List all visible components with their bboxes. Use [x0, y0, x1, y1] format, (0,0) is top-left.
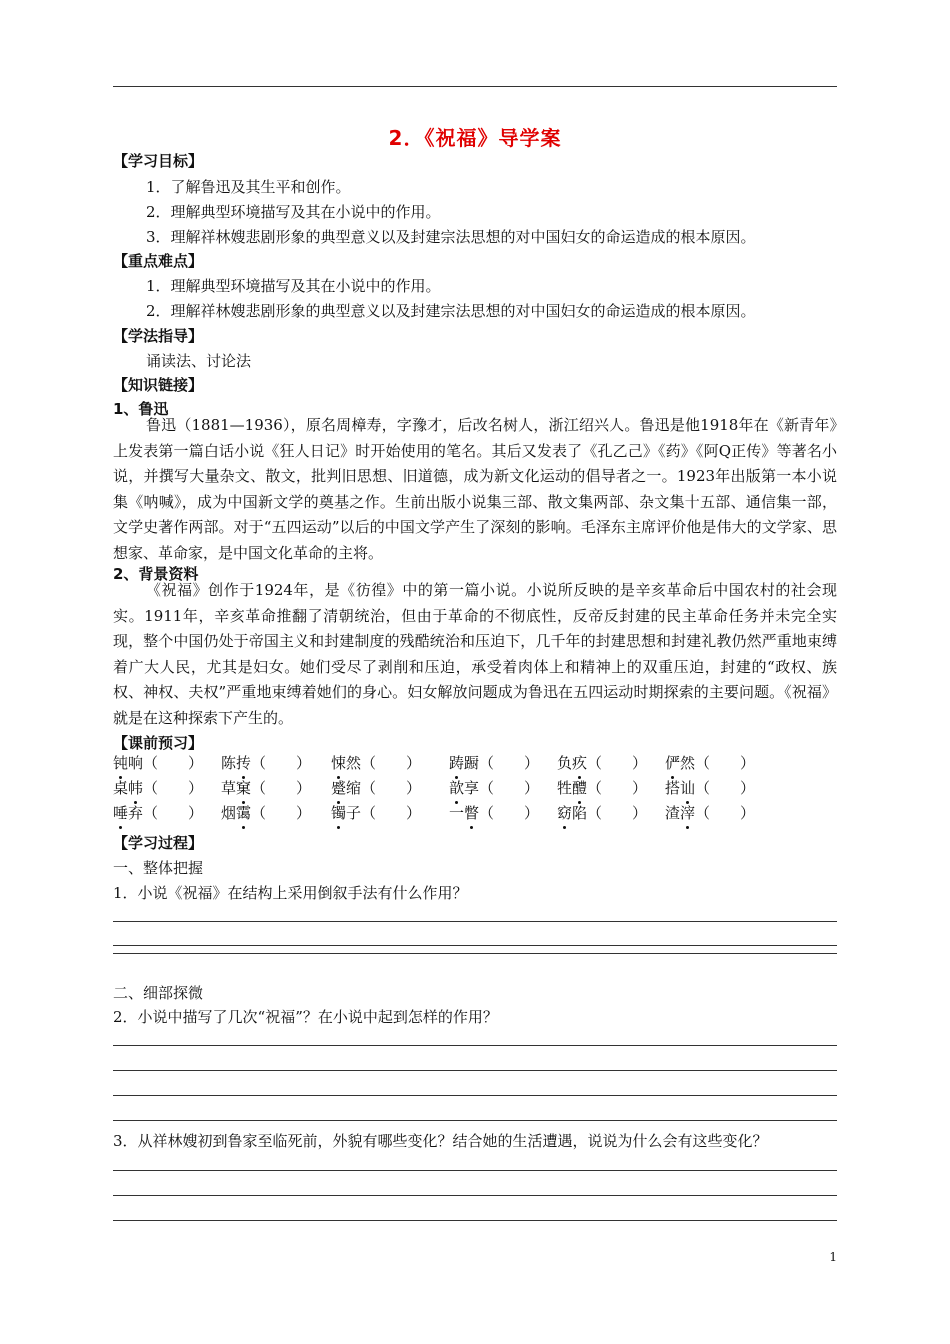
vocab-item[interactable] — [665, 777, 755, 798]
knowledge-heading: 【知识链接】 — [113, 376, 204, 394]
answer-line[interactable] — [113, 1045, 837, 1046]
vocab-blank[interactable]: （ ） — [479, 804, 540, 822]
vocab-dotted-char: 钝 — [113, 754, 129, 772]
vocab-blank[interactable]: （ ） — [251, 804, 312, 822]
vocab-blank[interactable]: （ ） — [143, 804, 204, 822]
goal-item: 3．理解祥林嫂悲剧形象的典型意义以及封建宗法思想的对中国妇女的命运造成的根本原因。 — [146, 228, 756, 246]
goal-item: 2．理解典型环境描写及其在小说中的作用。 — [146, 203, 441, 221]
vocab-item[interactable] — [113, 802, 203, 823]
vocab-dotted-char: 讪 — [680, 779, 696, 797]
vocab-dotted-char: 霭 — [236, 804, 252, 822]
vocab-item[interactable] — [221, 802, 311, 823]
vocab-dotted-char: 滓 — [680, 804, 696, 822]
header-rule — [113, 86, 837, 87]
process-heading: 【学习过程】 — [113, 834, 204, 852]
question-2: 2．小说中描写了几次“祝福”？在小说中起到怎样的作用？ — [113, 1008, 498, 1026]
vocab-item[interactable] — [449, 777, 539, 798]
vocab-dotted-char: 俨 — [665, 754, 681, 772]
vocab-dotted-char: 抟 — [236, 754, 252, 772]
goals-heading: 【学习目标】 — [113, 152, 204, 170]
vocab-char: 负 — [557, 754, 573, 772]
vocab-item[interactable] — [221, 777, 311, 798]
goal-item: 1．了解鲁迅及其生平和创作。 — [146, 178, 351, 196]
key-point-item: 2．理解祥林嫂悲剧形象的典型意义以及封建宗法思想的对中国妇女的命运造成的根本原因。 — [146, 302, 756, 320]
vocab-item[interactable] — [665, 752, 755, 773]
answer-line[interactable] — [113, 1170, 837, 1171]
vocab-grid — [113, 752, 837, 827]
vocab-dotted-char: 瞥 — [464, 804, 480, 822]
knowledge-sub-title-background: 2、背景资料 — [113, 565, 199, 583]
vocab-blank[interactable]: （ ） — [251, 779, 312, 797]
key-points-heading: 【重点难点】 — [113, 252, 204, 270]
vocab-blank[interactable]: （ ） — [479, 779, 540, 797]
vocab-dotted-char: 悚 — [331, 754, 347, 772]
question-1: 1．小说《祝福》在结构上采用倒叙手法有什么作用？ — [113, 884, 468, 902]
vocab-blank[interactable]: （ ） — [587, 779, 648, 797]
vocab-blank[interactable]: （ ） — [695, 804, 756, 822]
vocab-item[interactable] — [331, 752, 421, 773]
page-number: 1 — [829, 1250, 837, 1264]
vocab-char: 响 — [128, 754, 144, 772]
vocab-item[interactable] — [665, 802, 755, 823]
preview-heading: 【课前预习】 — [113, 734, 204, 752]
vocab-dotted-char: 帏 — [128, 779, 144, 797]
vocab-item[interactable] — [449, 802, 539, 823]
answer-line[interactable] — [113, 1220, 837, 1221]
vocab-item[interactable] — [113, 752, 203, 773]
vocab-dotted-char: 踌 — [449, 754, 465, 772]
vocab-item[interactable] — [221, 752, 311, 773]
vocab-char: 牲 — [557, 779, 573, 797]
answer-line[interactable] — [113, 945, 837, 946]
key-point-item: 1．理解典型环境描写及其在小说中的作用。 — [146, 277, 441, 295]
vocab-blank[interactable]: （ ） — [361, 804, 422, 822]
answer-line[interactable] — [113, 953, 837, 954]
vocab-char: 然 — [346, 754, 362, 772]
answer-line[interactable] — [113, 1120, 837, 1121]
vocab-char: 弃 — [128, 804, 144, 822]
vocab-blank[interactable]: （ ） — [361, 754, 422, 772]
vocab-char: 渣 — [665, 804, 681, 822]
vocab-char: 享 — [464, 779, 480, 797]
vocab-blank[interactable]: （ ） — [695, 754, 756, 772]
vocab-char: 一 — [449, 804, 465, 822]
vocab-blank[interactable]: （ ） — [361, 779, 422, 797]
part2-heading: 二、细部探微 — [113, 984, 204, 1002]
part1-heading: 一、整体把握 — [113, 859, 204, 877]
background-paragraph: 《祝福》创作于1924年，是《彷徨》中的第一篇小说。小说所反映的是辛亥革命后中国农村的社会现实。1911年，辛亥革命推翻了清朝统治，但由于革命的不彻底性，反帝反封建的民主革命任务并未完全实现，整个中国仍处于帝国主义和封建制度的残酷统治和压迫下，几千年的封建思想和封建礼教仍然严重地束缚着广大人民，尤其是妇女。她们受尽了剥削和压迫，承受着肉体上和精神上的双重压迫，封建的“政权、族权、神权、夫权”严重地束缚着她们的身心。妇女解放问题成为鲁迅在五四运动时期探索的主要问题。《祝福》就是在这种探索下产生的。 — [113, 581, 837, 727]
vocab-dotted-char: 疚 — [572, 754, 588, 772]
vocab-blank[interactable]: （ ） — [143, 779, 204, 797]
vocab-blank[interactable]: （ ） — [587, 754, 648, 772]
vocab-item[interactable] — [557, 802, 647, 823]
vocab-dotted-char: 镯 — [331, 804, 347, 822]
vocab-char: 陷 — [572, 804, 588, 822]
vocab-dotted-char: 窠 — [236, 779, 252, 797]
vocab-dotted-char: 歆 — [449, 779, 465, 797]
vocab-item[interactable] — [557, 777, 647, 798]
vocab-item[interactable] — [113, 777, 203, 798]
vocab-char: 桌 — [113, 779, 129, 797]
page-title: 2．《祝福》导学案 — [388, 126, 562, 150]
vocab-item[interactable] — [331, 777, 421, 798]
question-3: 3．从祥林嫂初到鲁家至临死前，外貌有哪些变化？结合她的生活遭遇，说说为什么会有这些变化？ — [113, 1132, 768, 1150]
vocab-item[interactable] — [557, 752, 647, 773]
vocab-char: 子 — [346, 804, 362, 822]
vocab-blank[interactable]: （ ） — [479, 754, 540, 772]
vocab-dotted-char: 蹙 — [331, 779, 347, 797]
luxun-paragraph: 鲁迅（1881—1936），原名周樟寿，字豫才，后改名树人，浙江绍兴人。鲁迅是他1918年在《新青年》上发表第一篇白话小说《狂人日记》时开始使用的笔名。其后又发表了《孔乙己》《药》《阿Q正传》等著名小说，并撰写大量杂文、散文，批判旧思想、旧道德，成为新文化运动的倡导者之一。1923年出版第一本小说集《呐喊》，成为中国新文学的奠基之作。生前出版小说集三部、散文集两部、杂文集十五部、通信集一部，文学史著作两部。对于“五四运动”以后的中国文学产生了深刻的影响。毛泽东主席评价他是伟大的文学家、思想家、革命家，是中国文化革命的主将。 — [113, 416, 837, 562]
answer-line[interactable] — [113, 1095, 837, 1096]
vocab-char: 烟 — [221, 804, 237, 822]
vocab-blank[interactable]: （ ） — [587, 804, 648, 822]
vocab-dotted-char: 醴 — [572, 779, 588, 797]
answer-line[interactable] — [113, 1070, 837, 1071]
method-heading: 【学法指导】 — [113, 327, 204, 345]
vocab-dotted-char: 唾 — [113, 804, 129, 822]
vocab-item[interactable] — [331, 802, 421, 823]
vocab-char: 蹰 — [464, 754, 480, 772]
vocab-blank[interactable]: （ ） — [695, 779, 756, 797]
vocab-char: 然 — [680, 754, 696, 772]
answer-line[interactable] — [113, 921, 837, 922]
method-text: 诵读法、讨论法 — [146, 352, 252, 370]
vocab-char: 缩 — [346, 779, 362, 797]
vocab-blank[interactable]: （ ） — [143, 754, 204, 772]
vocab-blank[interactable]: （ ） — [251, 754, 312, 772]
knowledge-sub-title-luxun: 1、鲁迅 — [113, 400, 169, 418]
answer-line[interactable] — [113, 1195, 837, 1196]
vocab-char: 搭 — [665, 779, 681, 797]
vocab-dotted-char: 窈 — [557, 804, 573, 822]
vocab-char: 草 — [221, 779, 237, 797]
vocab-item[interactable] — [449, 752, 539, 773]
vocab-char: 陈 — [221, 754, 237, 772]
